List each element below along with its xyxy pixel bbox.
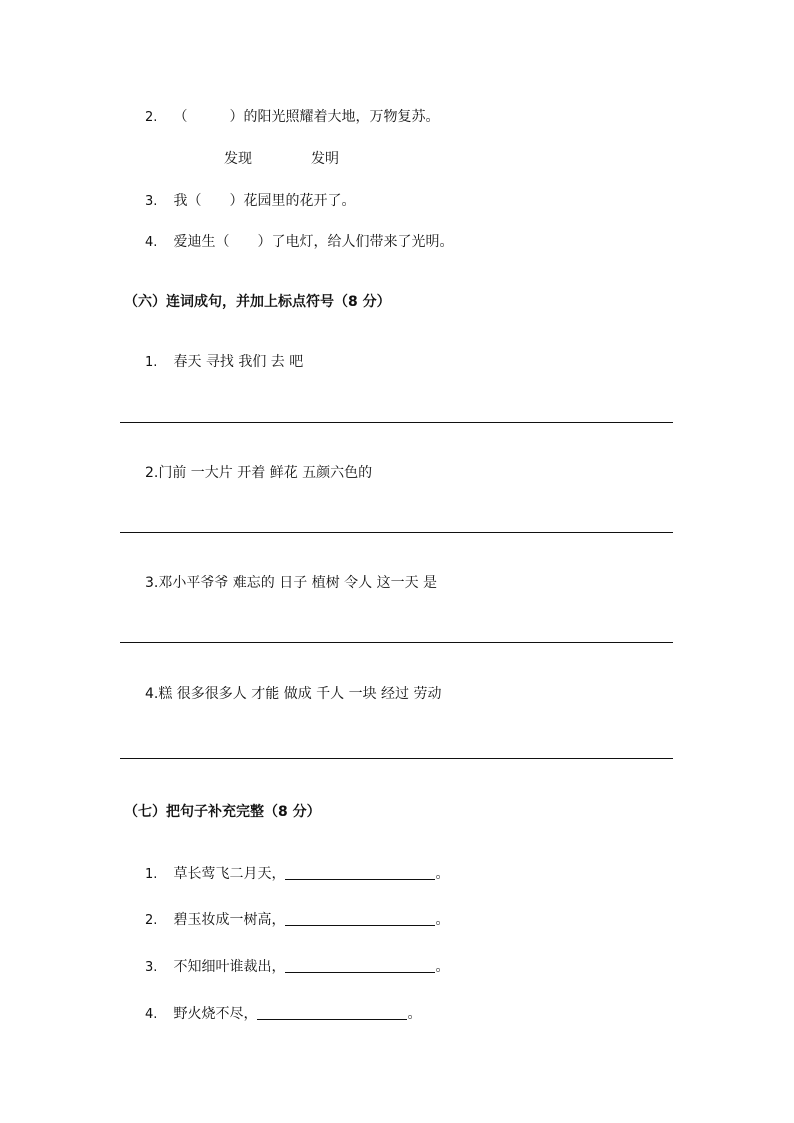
item-text: 春天 寻找 我们 去 吧 bbox=[173, 354, 304, 370]
item-number: 4. bbox=[145, 235, 158, 250]
item-text: 爱迪生（ ）了电灯，给人们带来了光明。 bbox=[173, 234, 454, 250]
item-text: 不知细叶谁裁出， bbox=[173, 959, 286, 975]
word-option-1: 发现 bbox=[224, 151, 252, 167]
sentence-item-3: 3.邓小平爷爷 难忘的 日子 植树 令人 这一天 是 bbox=[145, 575, 438, 591]
item-end: 。 bbox=[435, 959, 450, 975]
answer-line[interactable] bbox=[120, 642, 673, 643]
item-end: 。 bbox=[435, 866, 450, 882]
item-number: 3. bbox=[145, 194, 158, 209]
answer-line[interactable] bbox=[120, 422, 673, 423]
item-number: 1. bbox=[145, 867, 158, 882]
item-text: （ ）的阳光照耀着大地，万物复苏。 bbox=[173, 109, 440, 125]
item-end: 。 bbox=[435, 912, 450, 928]
sentence-item-4: 4.糕 很多很多人 才能 做成 千人 一块 经过 劳动 bbox=[145, 686, 442, 702]
item-text: 野火烧不尽， bbox=[173, 1006, 258, 1022]
section-7-title: （七）把句子补充完整（8 分） bbox=[124, 804, 321, 820]
word-option-2: 发明 bbox=[311, 151, 339, 167]
complete-item-3 bbox=[145, 958, 449, 977]
item-number: 2. bbox=[145, 110, 158, 125]
fill-item-4 bbox=[145, 233, 453, 252]
fill-item-2 bbox=[145, 108, 439, 127]
complete-item-2 bbox=[145, 911, 449, 930]
answer-blank[interactable] bbox=[285, 958, 435, 973]
answer-blank[interactable] bbox=[285, 865, 435, 880]
item-end: 。 bbox=[407, 1006, 422, 1022]
sentence-item-1 bbox=[145, 353, 303, 372]
item-text: 我（ ）花园里的花开了。 bbox=[173, 193, 356, 209]
complete-item-1 bbox=[145, 865, 449, 884]
item-number: 2. bbox=[145, 913, 158, 928]
item-number: 4. bbox=[145, 1007, 158, 1022]
sentence-item-2: 2.门前 一大片 开着 鲜花 五颜六色的 bbox=[145, 465, 373, 481]
fill-item-3 bbox=[145, 192, 355, 211]
item-text: 草长莺飞二月天， bbox=[173, 866, 286, 882]
answer-line[interactable] bbox=[120, 758, 673, 759]
answer-line[interactable] bbox=[120, 532, 673, 533]
answer-blank[interactable] bbox=[257, 1005, 407, 1020]
item-number: 1. bbox=[145, 355, 158, 370]
item-text: 碧玉妆成一树高， bbox=[173, 912, 286, 928]
complete-item-4 bbox=[145, 1005, 421, 1024]
section-6-title: （六）连词成句，并加上标点符号（8 分） bbox=[124, 294, 391, 310]
answer-blank[interactable] bbox=[285, 911, 435, 926]
item-number: 3. bbox=[145, 960, 158, 975]
